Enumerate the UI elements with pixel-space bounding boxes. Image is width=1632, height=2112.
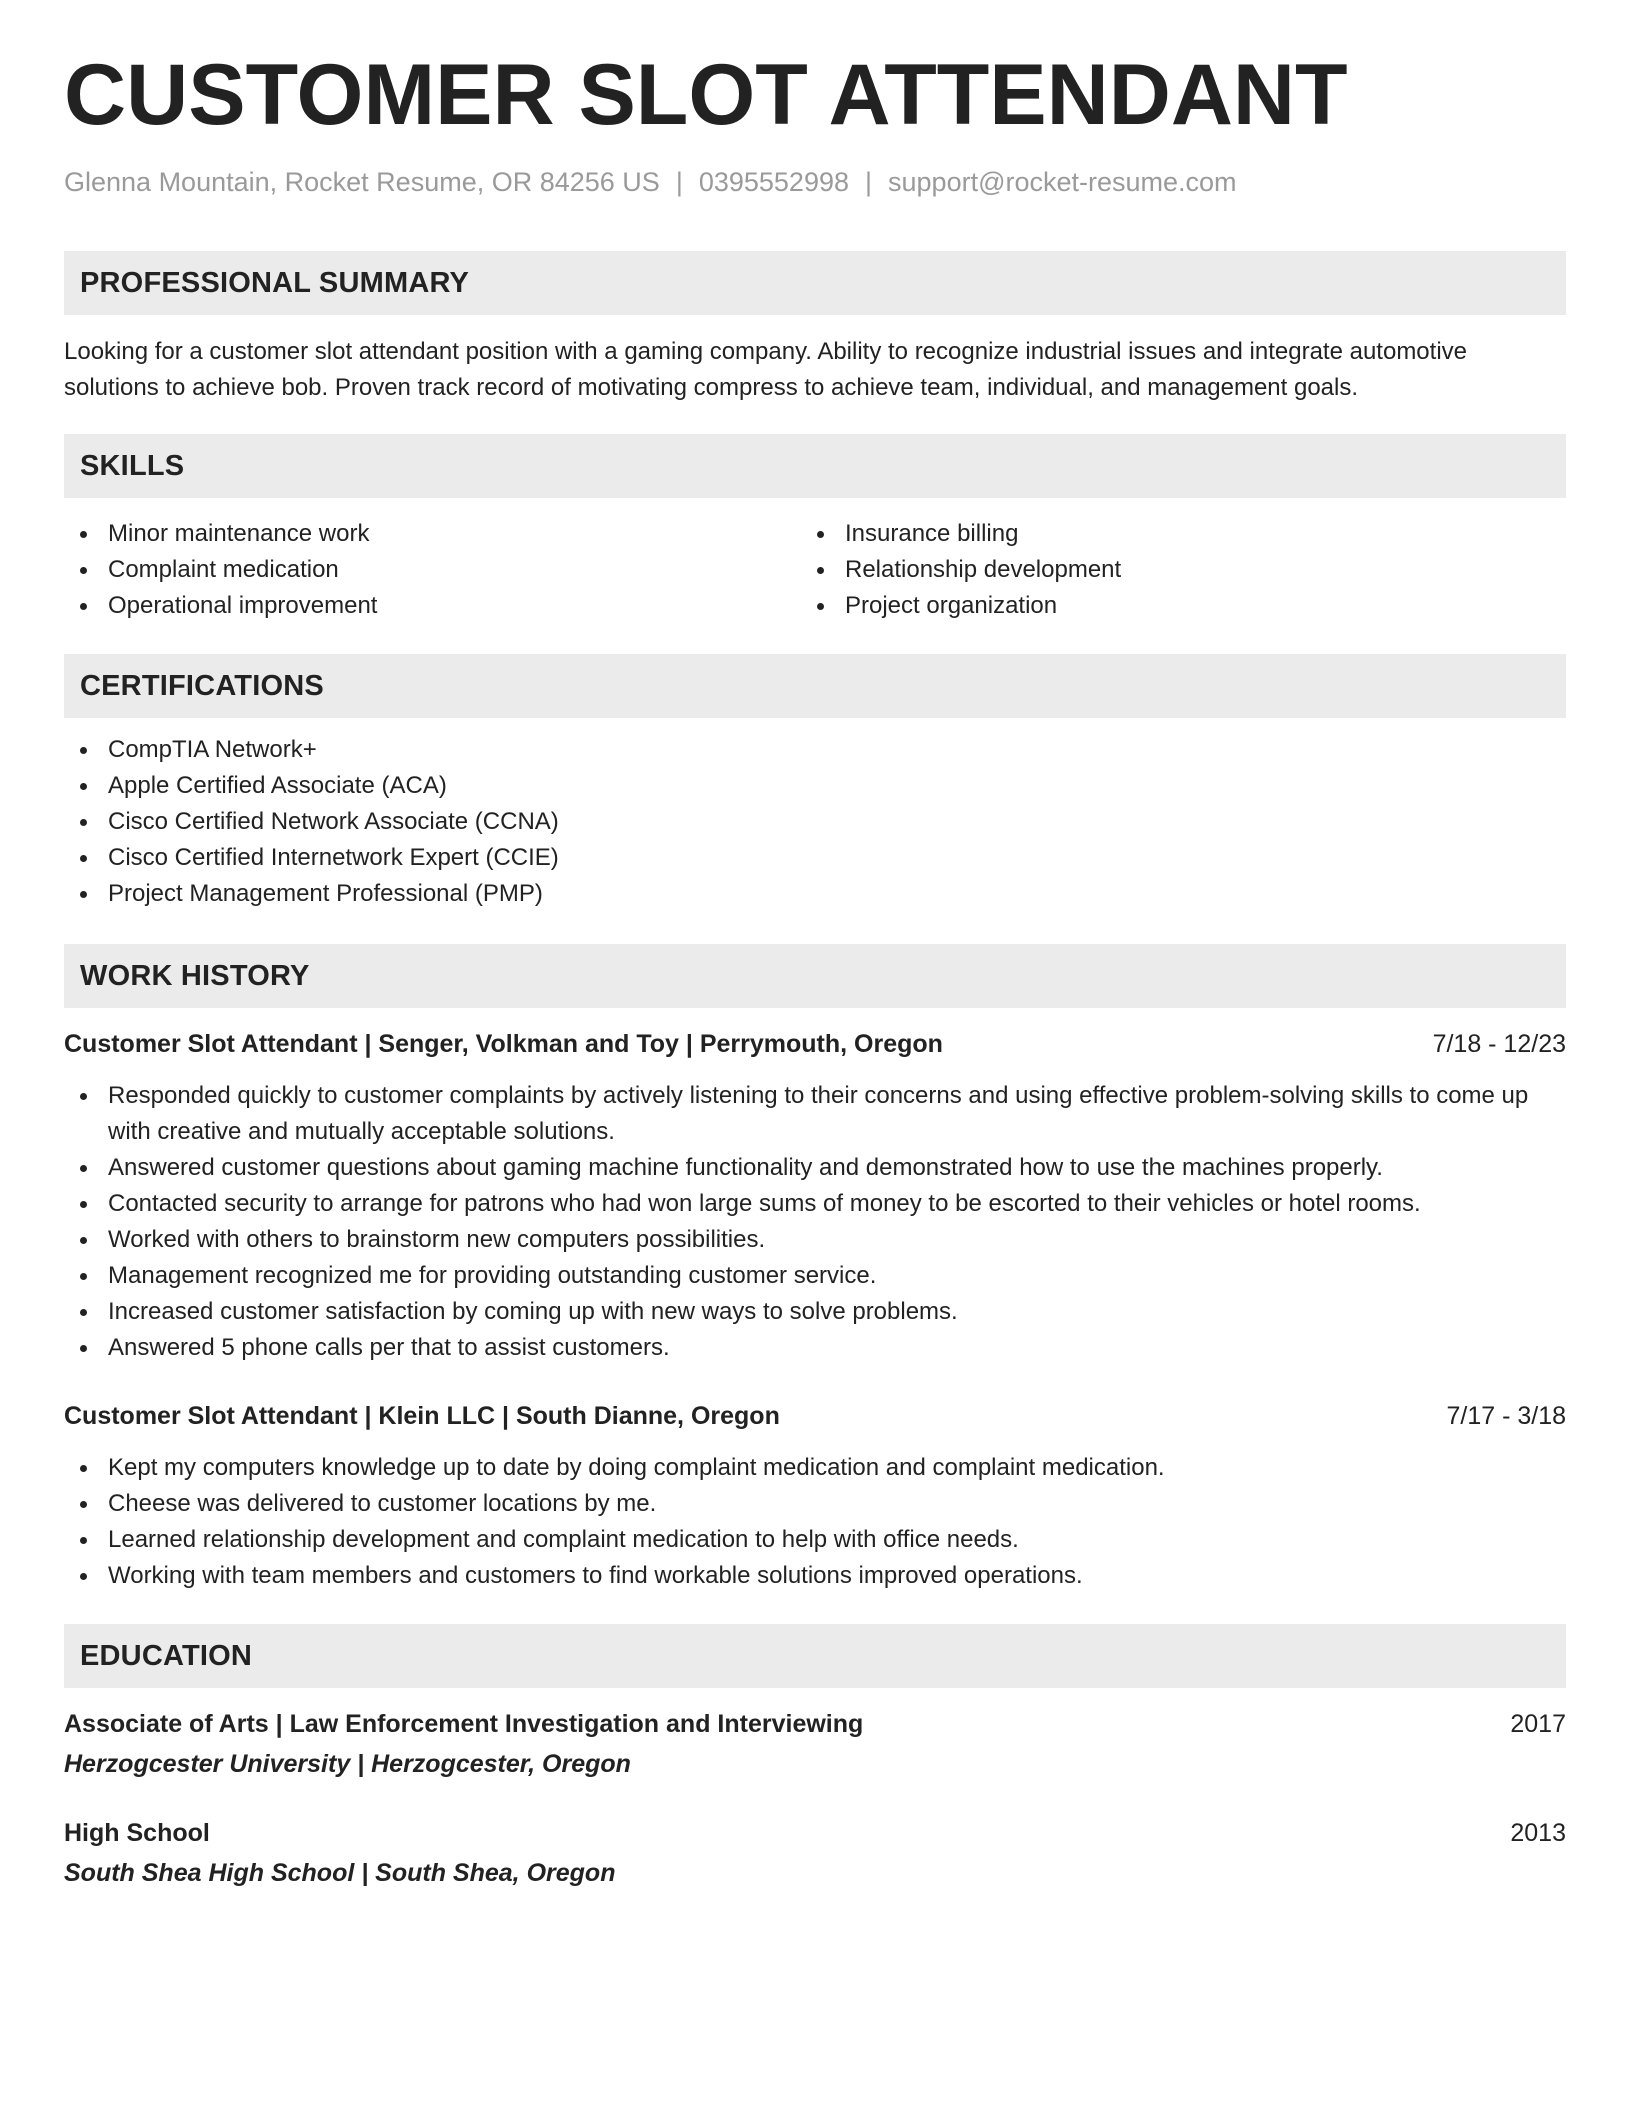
skill-item: Operational improvement	[64, 588, 804, 624]
section-heading-skills: SKILLS	[64, 434, 1566, 498]
summary-text: Looking for a customer slot attendant position with a gaming company. Ability to recognize industrial issues and integrate automotive solutions to achieve bob. Proven track record of motivating compress to achieve team, individual, and management goals.	[64, 338, 1468, 401]
education-header	[64, 1706, 1566, 1742]
job-duty: Answered customer questions about gaming machine functionality and demonstrated how to use the machines properly.	[64, 1150, 1566, 1186]
section-heading-work-history: WORK HISTORY	[64, 944, 1566, 1008]
job-header	[64, 1398, 1566, 1434]
skill-item: Relationship development	[801, 552, 1541, 588]
certification-item: Cisco Certified Network Associate (CCNA)	[64, 804, 1566, 840]
contact-line	[64, 166, 1237, 198]
job-dates: 7/17 - 3/18	[1446, 1402, 1566, 1430]
job-duties	[64, 1450, 1566, 1594]
job-duty: Management recognized me for providing outstanding customer service.	[64, 1258, 1566, 1294]
job-duty: Worked with others to brainstorm new computers possibilities.	[64, 1222, 1566, 1258]
section-heading-certifications: CERTIFICATIONS	[64, 654, 1566, 718]
job-duty: Kept my computers knowledge up to date by doing complaint medication and complaint medication.	[64, 1450, 1566, 1486]
contact-separator: |	[675, 167, 683, 197]
education-school: Herzogcester University | Herzogcester, Oregon	[64, 1750, 631, 1778]
job-title: Customer Slot Attendant | Senger, Volkman and Toy | Perrymouth, Oregon	[64, 1030, 943, 1058]
education-school: South Shea High School | South Shea, Oregon	[64, 1859, 616, 1887]
certification-item: Project Management Professional (PMP)	[64, 876, 1566, 912]
job-duty: Working with team members and customers to find workable solutions improved operations.	[64, 1558, 1566, 1594]
job-duty: Increased customer satisfaction by coming up with new ways to solve problems.	[64, 1294, 1566, 1330]
skills-column-left	[64, 516, 804, 624]
job-duty: Contacted security to arrange for patrons who had won large sums of money to be escorted to their vehicles or hotel rooms.	[64, 1186, 1566, 1222]
certification-item: Apple Certified Associate (ACA)	[64, 768, 1566, 804]
contact-address: Glenna Mountain, Rocket Resume, OR 84256 US	[64, 167, 660, 197]
job-duty: Learned relationship development and complaint medication to help with office needs.	[64, 1522, 1566, 1558]
skill-item: Project organization	[801, 588, 1541, 624]
contact-email: support@rocket-resume.com	[888, 167, 1237, 197]
job-header	[64, 1026, 1566, 1062]
education-header	[64, 1815, 1566, 1851]
certification-item: CompTIA Network+	[64, 732, 1566, 768]
job-duty: Answered 5 phone calls per that to assist customers.	[64, 1330, 1566, 1366]
skill-item: Complaint medication	[64, 552, 804, 588]
skills-column-right	[801, 516, 1541, 624]
job-duty: Cheese was delivered to customer locations by me.	[64, 1486, 1566, 1522]
contact-separator: |	[865, 167, 873, 197]
education-year: 2013	[1510, 1819, 1566, 1847]
candidate-name: CUSTOMER SLOT ATTENDANT	[64, 47, 1348, 143]
certifications-list	[64, 732, 1566, 912]
education-degree: Associate of Arts | Law Enforcement Investigation and Interviewing	[64, 1710, 864, 1738]
section-heading-education: EDUCATION	[64, 1624, 1566, 1688]
education-year: 2017	[1510, 1710, 1566, 1738]
contact-phone: 0395552998	[698, 167, 849, 197]
certification-item: Cisco Certified Internetwork Expert (CCIE)	[64, 840, 1566, 876]
section-heading-summary: PROFESSIONAL SUMMARY	[64, 251, 1566, 315]
education-degree: High School	[64, 1819, 210, 1847]
job-title: Customer Slot Attendant | Klein LLC | South Dianne, Oregon	[64, 1402, 780, 1430]
skill-item: Insurance billing	[801, 516, 1541, 552]
job-dates: 7/18 - 12/23	[1432, 1030, 1566, 1058]
job-duty: Responded quickly to customer complaints by actively listening to their concerns and using effective problem-solving skills to come up with creative and mutually acceptable solutions.	[64, 1078, 1566, 1150]
job-duties	[64, 1078, 1566, 1366]
skill-item: Minor maintenance work	[64, 516, 804, 552]
